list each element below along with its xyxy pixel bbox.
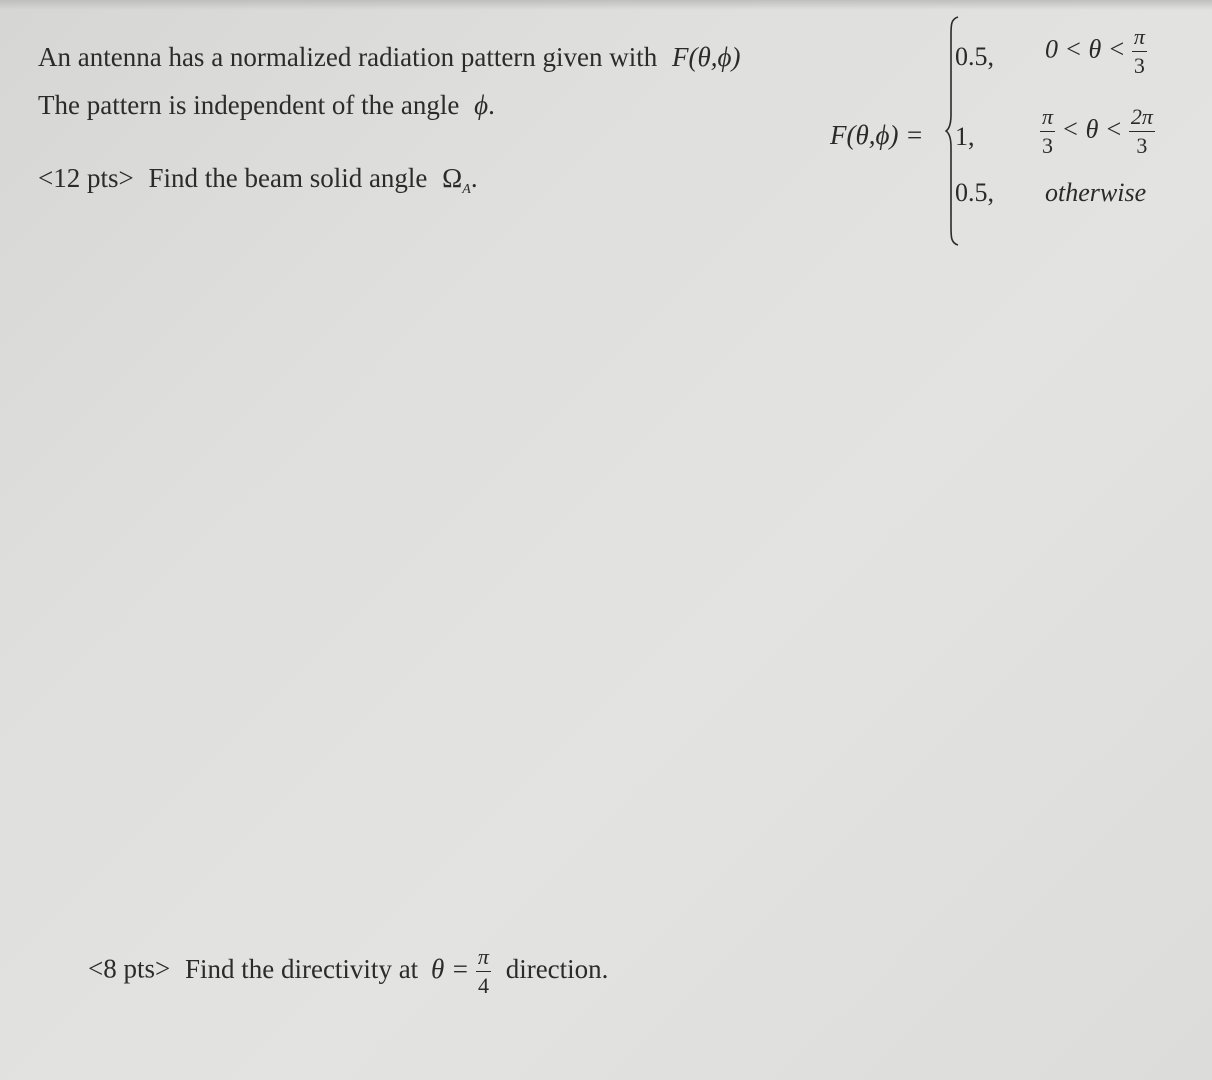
case-1-frac-num: π: [1132, 26, 1147, 52]
case-2-left-fraction: [1040, 106, 1055, 157]
intro-line-1: [38, 42, 741, 73]
case-1-frac-den: 3: [1133, 53, 1145, 78]
page-top-edge: [0, 0, 1212, 10]
case-2-left-num: π: [1040, 106, 1055, 132]
question-2-variable: θ =: [430, 953, 470, 984]
question-2-frac-den: 4: [477, 973, 489, 998]
question-2-frac-num: π: [476, 946, 491, 972]
case-2-cond-text: < θ <: [1061, 114, 1123, 144]
intro-line-2: [38, 90, 495, 121]
question-2-end: direction.: [505, 953, 609, 984]
case-2-left-den: 3: [1042, 133, 1054, 158]
question-1: [38, 163, 478, 198]
question-2-fraction: [476, 946, 491, 997]
equation-lhs: F(θ,ϕ) =: [830, 120, 924, 150]
intro-text-1: An antenna has a normalized radiation pattern given with: [38, 42, 658, 72]
question-1-symbol: Ω: [442, 163, 463, 193]
question-1-points: <12 pts>: [38, 163, 134, 193]
case-3-value: 0.5,: [955, 178, 994, 207]
case-2-right-den: 3: [1136, 133, 1148, 158]
case-2-value: 1,: [955, 122, 975, 151]
question-1-period: .: [470, 163, 478, 193]
case-2-condition: [1040, 106, 1155, 157]
question-2-text: Find the directivity at: [184, 953, 419, 984]
question-1-subscript: A: [462, 182, 471, 197]
intro-text-2: The pattern is independent of the angle: [38, 90, 460, 120]
case-1-fraction: [1132, 26, 1147, 77]
question-1-text: Find the beam solid angle: [148, 163, 428, 193]
case-1-cond-text: 0 < θ <: [1045, 34, 1126, 64]
case-2-right-fraction: [1129, 106, 1155, 157]
case-3-condition: otherwise: [1045, 178, 1147, 207]
question-2: [88, 946, 608, 997]
case-2-right-num: 2π: [1129, 106, 1155, 132]
intro-variable: ϕ: [474, 90, 489, 120]
intro-period: .: [488, 90, 495, 120]
intro-function: F(θ,ϕ): [672, 42, 741, 72]
case-1-condition: [1045, 26, 1147, 77]
case-1-value: 0.5,: [955, 42, 994, 71]
question-2-points: <8 pts>: [88, 953, 171, 984]
